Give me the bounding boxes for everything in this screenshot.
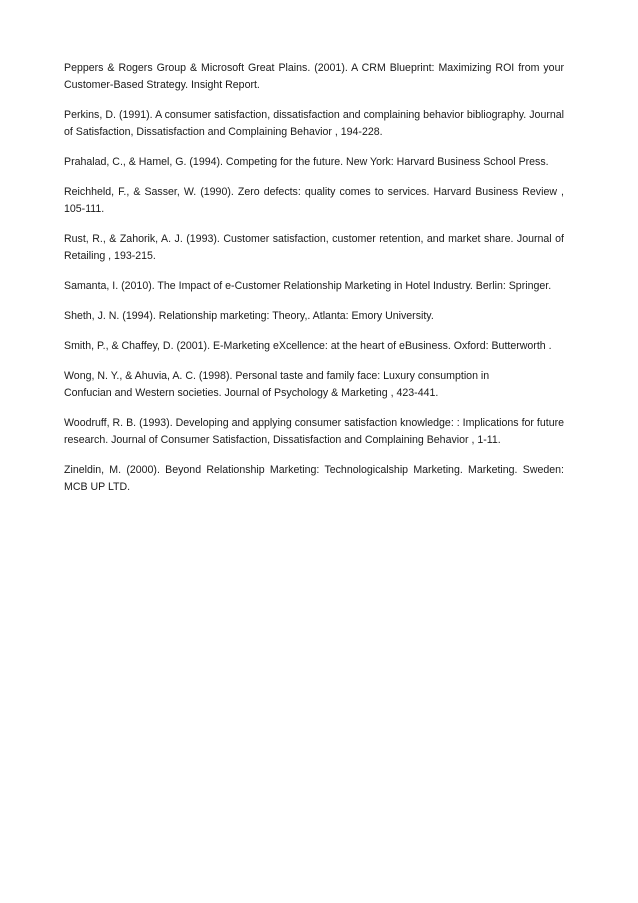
reference-entry-perkins: Perkins, D. (1991). A consumer satisfaction, dissatisfaction and complaining behavior bibliography. Journal of Satisfaction, Dissatisfaction and Complaining Behavior , 194-228. [64,109,564,138]
reference-entry-samanta: Samanta, I. (2010). The Impact of e-Customer Relationship Marketing in Hotel Industry. Berlin: Springer. [64,280,552,292]
reference-entry-reichheld-sasser: Reichheld, F., & Sasser, W. (1990). Zero defects: quality comes to services. Harvard Business Review , 105-111. [64,186,564,215]
reference-entry-woodruff: Woodruff, R. B. (1993). Developing and applying consumer satisfaction knowledge: : Implications for future research. Journal of Consumer Satisfaction, Dissatisfaction and Complaining Behavior , 1-11. [64,417,564,446]
reference-entry-zineldin: Zineldin, M. (2000). Beyond Relationship Marketing: Technologicalship Marketing. Marketing. Sweden: MCB UP LTD. [64,464,564,493]
reference-entry-smith-chaffey: Smith, P., & Chaffey, D. (2001). E-Marketing eXcellence: at the heart of eBusiness. Oxford: Butterworth . [64,340,552,352]
reference-line: Confucian and Western societies. Journal of Psychology & Marketing , 423-441. [64,387,439,399]
reference-line: Wong, N. Y., & Ahuvia, A. C. (1998). Personal taste and family face: Luxury consumption in [64,370,490,382]
reference-entry-prahalad-hamel: Prahalad, C., & Hamel, G. (1994). Competing for the future. New York: Harvard Business School Press. [64,156,549,168]
reference-entry-peppers-rogers: Peppers & Rogers Group & Microsoft Great Plains. (2001). A CRM Blueprint: Maximizing ROI from your Customer-Based Strategy. Insight Report. [64,62,564,91]
reference-entry-wong-ahuvia [64,368,564,402]
reference-entry-rust-zahorik: Rust, R., & Zahorik, A. J. (1993). Customer satisfaction, customer retention, and market share. Journal of Retailing , 193-215. [64,233,564,262]
reference-list [64,60,564,496]
reference-entry-sheth: Sheth, J. N. (1994). Relationship marketing: Theory,. Atlanta: Emory University. [64,310,434,322]
